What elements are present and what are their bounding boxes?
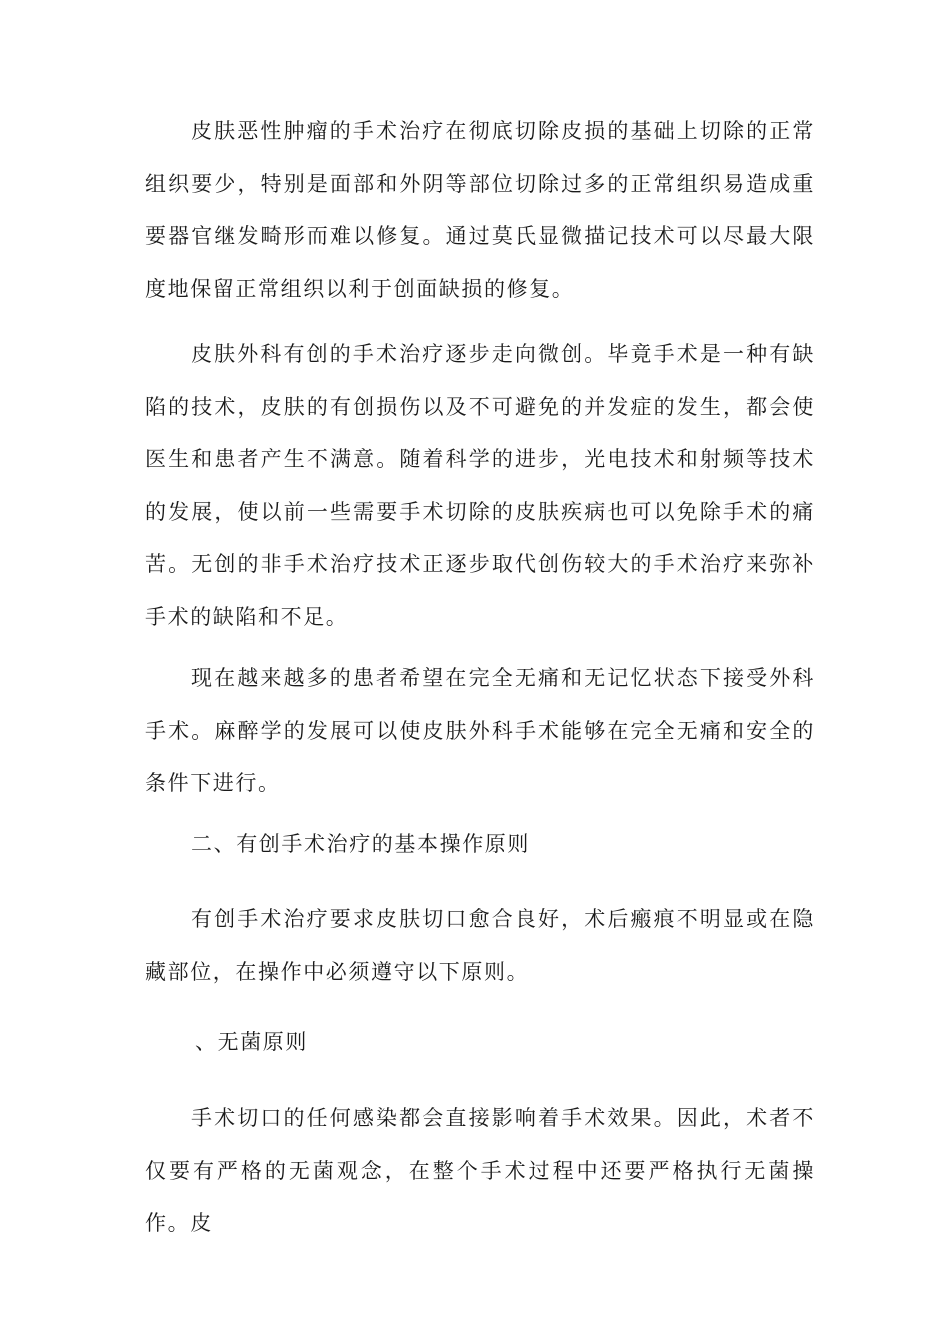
paragraph-skin-malignant-tumor-surgery: 皮肤恶性肿瘤的手术治疗在彻底切除皮损的基础上切除的正常组织要少，特别是面部和外阴等部位切除过多的正常组织易造成重要器官继发畸形而难以修复。通过莫氏显微描记技术可以尽最大限度地保留正常组织以利于创面缺损的修复。 (145, 119, 815, 301)
subsection-heading-aseptic-principle: 、无菌原则 (195, 1030, 308, 1054)
paragraph-minimally-invasive-trend: 皮肤外科有创的手术治疗逐步走向微创。毕竟手术是一种有缺陷的技术，皮肤的有创损伤以及不可避免的并发症的发生，都会使医生和患者产生不满意。随着科学的进步，光电技术和射频等技术的发展，使以前一些需要手术切除的皮肤疾病也可以免除手术的痛苦。无创的非手术治疗技术正逐步取代创伤较大的手术治疗来弥补手术的缺陷和不足。 (145, 342, 815, 629)
paragraph-incision-requirements: 有创手术治疗要求皮肤切口愈合良好，术后瘢痕不明显或在隐藏部位，在操作中必须遵守以下原则。 (145, 907, 815, 984)
paragraph-painless-anesthesia: 现在越来越多的患者希望在完全无痛和无记忆状态下接受外科手术。麻醉学的发展可以使皮肤外科手术能够在完全无痛和安全的条件下进行。 (145, 666, 815, 795)
paragraph-infection-control: 手术切口的任何感染都会直接影响着手术效果。因此，术者不仅要有严格的无菌观念，在整个手术过程中还要严格执行无菌操作。皮 (145, 1106, 815, 1235)
section-heading-basic-principles: 二、有创手术治疗的基本操作原则 (191, 832, 530, 856)
